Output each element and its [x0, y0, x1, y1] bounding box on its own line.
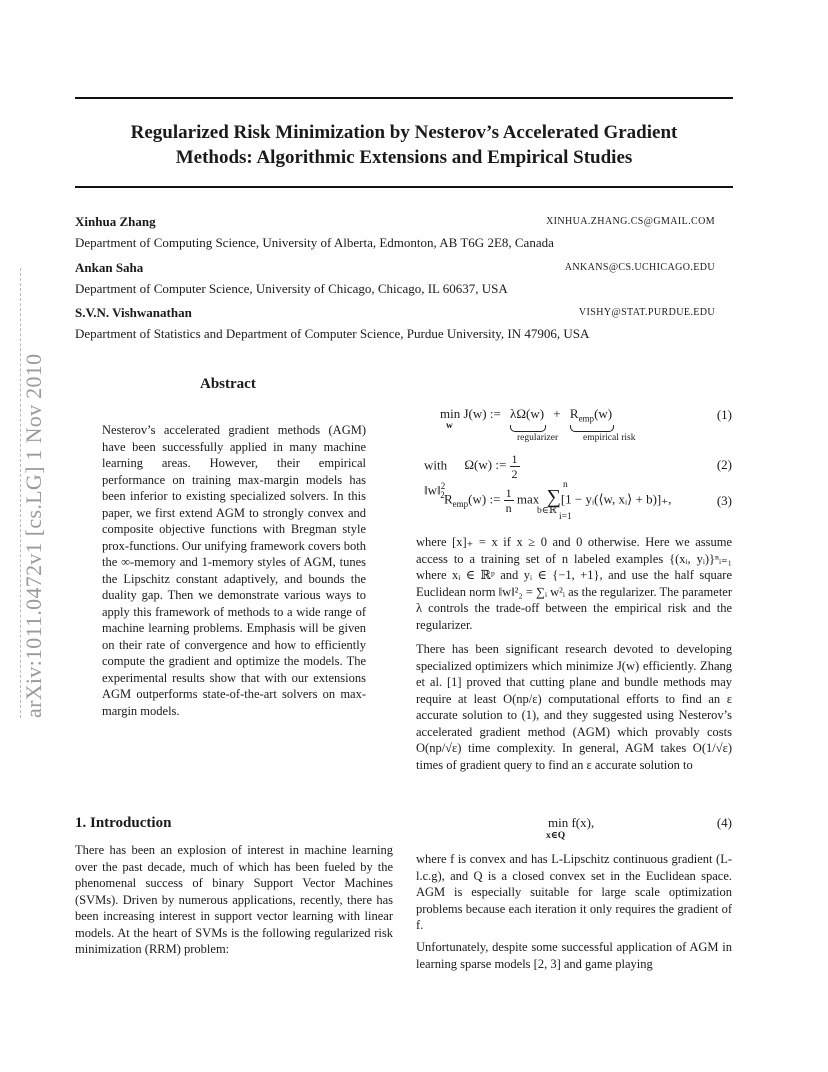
author-name: Xinhua Zhang	[75, 214, 156, 229]
paragraph-1: where [x]₊ = x if x ≥ 0 and 0 otherwise. Here we assume access to a training set of n labeled examples {(xᵢ, yᵢ)}ⁿᵢ₌₁ where xᵢ ∈ ℝᵖ and yᵢ ∈ {−1, +1}, and use the half square Euclidean norm ‖w‖²₂ = ∑ᵢ w²ᵢ as the regularizer. The parameter λ controls the trade-off between the empirical risk and the regularizer.	[416, 535, 733, 632]
eq3-max: max	[516, 491, 540, 507]
author-block-1	[75, 214, 733, 251]
eq1-label-empirical-risk: empirical risk	[583, 433, 636, 443]
author-email[interactable]: ANKANS@CS.UCHICAGO.EDU	[564, 262, 715, 273]
eq3-body: [1 − yᵢ(⟨w, xᵢ⟩ + b)]₊,	[560, 491, 672, 507]
abstract-heading: Abstract	[200, 376, 256, 392]
equation-4: min f(x),	[548, 815, 595, 830]
eq1-regularizer: λΩ(w)	[510, 406, 544, 422]
eq3-number: (3)	[716, 493, 732, 508]
eq3-sum-top: n	[563, 480, 568, 490]
author-block-2	[75, 260, 733, 297]
eq1-empirical-risk: $R_{emp}(w)$	[570, 406, 612, 424]
eq3-max-subscript: b∈ℝ	[537, 506, 557, 516]
eq2-with: with	[424, 457, 448, 473]
arxiv-stamp: arXiv:1011.0472v1 [cs.LG] 1 Nov 2010	[20, 268, 51, 718]
eq1-subscript-w: w	[446, 421, 453, 431]
equation-1	[440, 406, 612, 424]
title-top-rule	[75, 97, 733, 99]
eq2-fraction: $\frac{1}{2}$	[511, 452, 518, 481]
eq3-sum-bottom: i=1	[559, 512, 572, 522]
eq4-number: (4)	[716, 815, 732, 830]
equation-3: $R_{emp}(w)$ := $\frac{1}{n}$ max ∑[1 − yᵢ(⟨w, xᵢ⟩ + b)]₊,	[444, 486, 672, 515]
eq1-number: (1)	[716, 407, 732, 422]
eq2-rhs: ‖w‖	[424, 482, 441, 498]
author-affiliation: Department of Statistics and Department of Computer Science, Purdue University, IN 47906, USA	[75, 326, 590, 341]
eq3-sum: ∑	[546, 486, 561, 509]
section-heading-introduction: 1. Introduction	[75, 815, 172, 831]
author-block-3	[75, 305, 733, 342]
equation-2: with Ω(w) := $\frac{1}{2}$ ‖w‖$^2_2$	[424, 452, 518, 500]
eq2-lhs: Ω(w) :=	[464, 457, 507, 473]
eq3-fraction: $\frac{1}{n}$	[505, 486, 512, 515]
eq1-plus: +	[553, 406, 561, 421]
author-affiliation: Department of Computing Science, University of Alberta, Edmonton, AB T6G 2E8, Canada	[75, 235, 554, 250]
paragraph-4: Unfortunately, despite some successful application of AGM in learning sparse models [2, 3] and game playing	[416, 940, 732, 971]
paragraph-3: where f is convex and has L-Lipschitz continuous gradient (L-l.c.g), and Q is a closed convex set in the Euclidean space. AGM is especially suitable for large scale optimization problems because each iteration it only requires the gradient of f.	[416, 852, 732, 932]
underbrace	[570, 425, 614, 432]
author-name: Ankan Saha	[75, 260, 144, 275]
title-bottom-rule	[75, 186, 733, 188]
eq1-min: min J(w) :=	[440, 406, 501, 421]
abstract-text: Nesterov’s accelerated gradient methods (AGM) have been successfully applied in many machine learning areas. However, their empirical performance on training max-margin models has been inferior to existing specialized solvers. In this paper, we first extend AGM to strongly convex and composite objective functions with Bregman style prox-functions. Our unifying framework covers both the ∞-memory and 1-memory styles of AGM, tunes the Lipschitz constant adaptively, and bounds the duality gap. Then we demonstrate various ways to apply this framework of methods to a wide range of machine learning problems. Emphasis will be given on their rate of convergence and how to efficiently compute the gradient and optimize the models. The experimental results show that with our extensions AGM outperforms state-of-the-art solvers on max-margin models.	[102, 423, 366, 718]
eq4-subscript: x∈Q	[546, 831, 566, 841]
author-name: S.V.N. Vishwanathan	[75, 305, 192, 320]
paragraph-2: There has been significant research devoted to developing specialized optimizers which minimize J(w) efficiently. Zhang et al. [1] proved that cutting plane and bundle methods may require at least O(np/ε) computational efforts to find an ε accurate solution to (1), and they suggested using Nesterov’s accelerated gradient method (AGM) which provably costs O(np/√ε) time complexity. In general, AGM takes O(1/√ε) times of gradient query to find an ε accurate solution to	[416, 642, 732, 772]
author-email[interactable]: VISHY@STAT.PURDUE.EDU	[578, 307, 715, 318]
author-email[interactable]: XINHUA.ZHANG.CS@GMAIL.COM	[546, 216, 715, 227]
author-affiliation: Department of Computer Science, University of Chicago, Chicago, IL 60637, USA	[75, 281, 508, 296]
title-line-1: Regularized Risk Minimization by Nesterov’s Accelerated Gradient	[130, 122, 678, 143]
introduction-text: There has been an explosion of interest in machine learning over the past decade, much of which has been fueled by the phenomenal success of binary Support Vector Machines (SVMs). Driven by numerous applications, recently, there has been increasing interest in support vector learning with linear models. At the heart of SVMs is the following regularized risk minimization (RRM) problem:	[75, 843, 393, 956]
eq1-label-regularizer: regularizer	[517, 433, 559, 443]
title-line-2: Methods: Algorithmic Extensions and Empirical Studies	[175, 147, 633, 168]
eq2-number: (2)	[716, 457, 732, 472]
underbrace	[510, 425, 546, 432]
paper-title	[75, 120, 733, 170]
